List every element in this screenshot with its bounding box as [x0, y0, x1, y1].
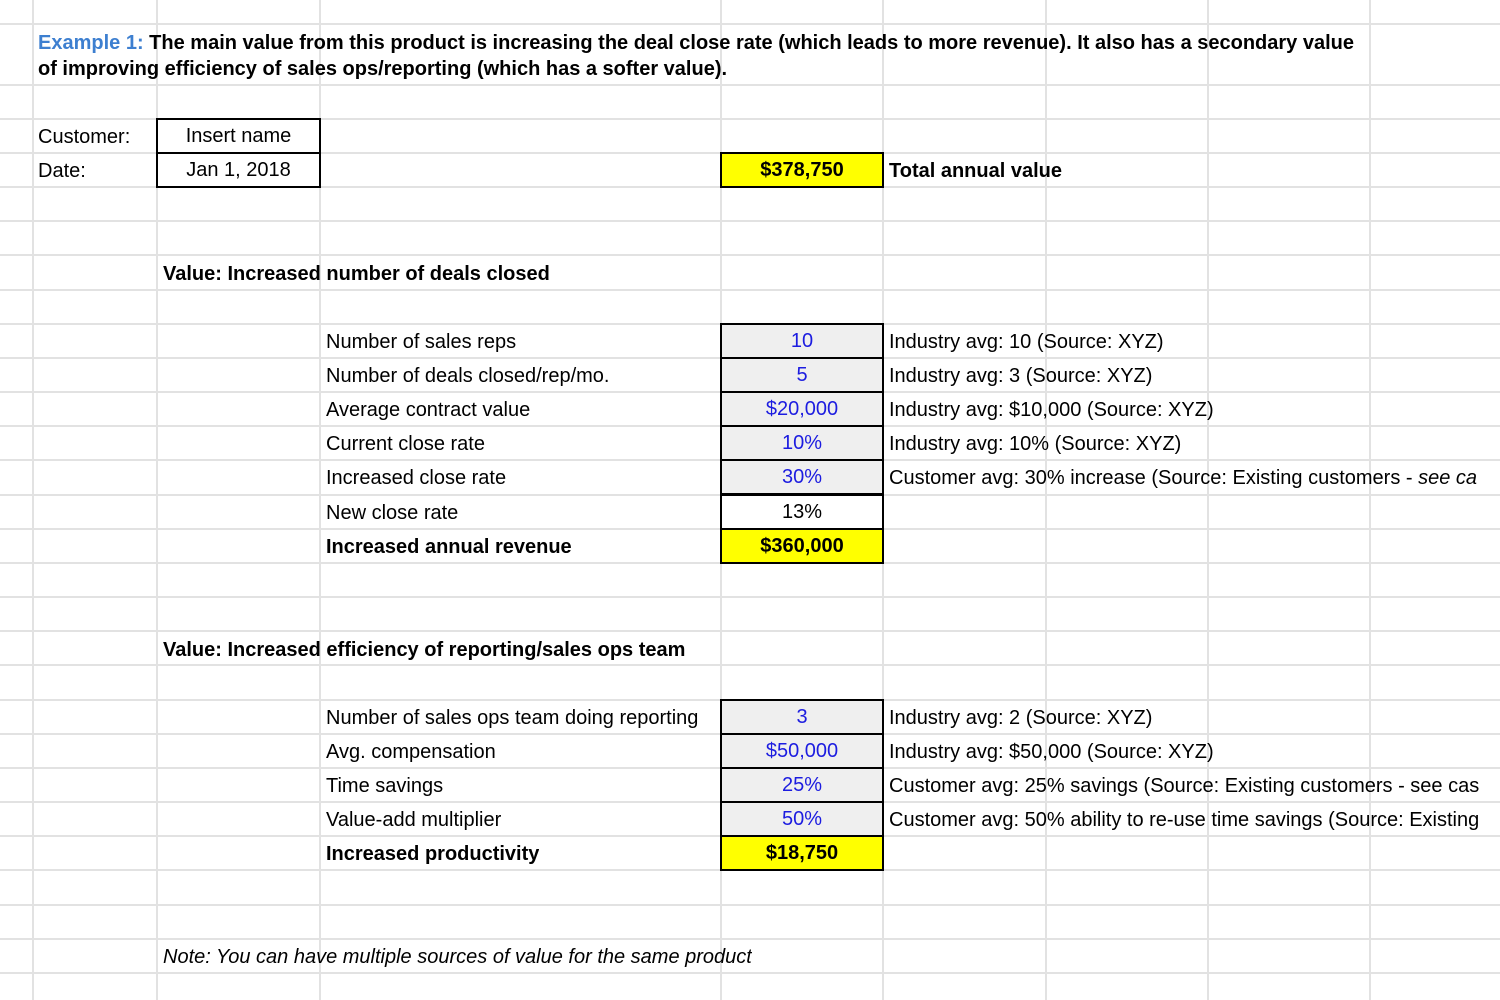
total-annual-value-cell[interactable]: $378,750 — [720, 152, 884, 188]
col-divider — [1369, 0, 1371, 1000]
row-note: Industry avg: 2 (Source: XYZ) — [889, 707, 1153, 729]
input-cell-value-add-multiplier[interactable]: 50% — [720, 801, 884, 837]
row-note: Industry avg: $50,000 (Source: XYZ) — [889, 741, 1214, 763]
row-label: Number of deals closed/rep/mo. — [326, 365, 610, 387]
col-divider — [1207, 0, 1209, 1000]
row-label: Time savings — [326, 775, 444, 797]
row-note: Industry avg: 10% (Source: XYZ) — [889, 433, 1182, 455]
row-label: Number of sales reps — [326, 331, 517, 353]
row-divider — [0, 596, 1500, 598]
row-label: Current close rate — [326, 433, 485, 455]
col-divider — [32, 0, 34, 1000]
row-label: Increased close rate — [326, 467, 507, 489]
row-label: Value-add multiplier — [326, 809, 502, 831]
row-divider — [0, 254, 1500, 256]
intro-text: The main value from this product is increasing the deal close rate (which leads to more revenue). It also has a secondary value of improving efficiency of sales ops/reporting (which has a softer value). — [38, 32, 1354, 80]
section2-title: Value: Increased efficiency of reporting/sales ops team — [163, 639, 686, 661]
input-cell-contract-value[interactable]: $20,000 — [720, 391, 884, 427]
increased-productivity-cell[interactable]: $18,750 — [720, 835, 884, 871]
row-divider — [0, 904, 1500, 906]
input-cell-time-savings[interactable]: 25% — [720, 767, 884, 803]
row-divider — [0, 84, 1500, 86]
col-divider — [1045, 0, 1047, 1000]
row-note: Customer avg: 25% savings (Source: Existing customers - see cas — [889, 775, 1480, 797]
input-cell-ops-team[interactable]: 3 — [720, 699, 884, 735]
input-cell-avg-compensation[interactable]: $50,000 — [720, 733, 884, 769]
input-cell-deals-closed[interactable]: 5 — [720, 357, 884, 393]
section1-total-label: Increased annual revenue — [326, 536, 572, 558]
increased-annual-revenue-cell[interactable]: $360,000 — [720, 528, 884, 564]
intro-cell[interactable] — [38, 30, 1368, 82]
row-label: New close rate — [326, 502, 459, 524]
section1-title: Value: Increased number of deals closed — [163, 263, 550, 285]
total-annual-value-label: Total annual value — [889, 160, 1062, 182]
customer-name-cell[interactable]: Insert name — [156, 118, 321, 154]
row-note: Industry avg: 10 (Source: XYZ) — [889, 331, 1164, 353]
date-cell[interactable]: Jan 1, 2018 — [156, 152, 321, 188]
row-note: Customer avg: 50% ability to re-use time savings (Source: Existing — [889, 809, 1480, 831]
row-label: Number of sales ops team doing reporting — [326, 707, 699, 729]
input-cell-sales-reps[interactable]: 10 — [720, 323, 884, 359]
row-label: Average contract value — [326, 399, 531, 421]
example-label: Example 1: — [38, 32, 144, 54]
section2-total-label: Increased productivity — [326, 843, 540, 865]
input-cell-increased-close-rate[interactable]: 30% — [720, 459, 884, 495]
row-note: Industry avg: $10,000 (Source: XYZ) — [889, 399, 1214, 421]
row-note-italic: see ca — [1418, 467, 1478, 489]
new-close-rate-cell[interactable]: 13% — [720, 494, 884, 530]
row-divider — [0, 220, 1500, 222]
customer-label: Customer: — [38, 126, 131, 148]
row-note-text: Customer avg: 30% increase (Source: Existing customers - — [889, 467, 1419, 489]
input-cell-current-close-rate[interactable]: 10% — [720, 425, 884, 461]
date-label: Date: — [38, 160, 86, 182]
row-divider — [0, 630, 1500, 632]
row-label: Avg. compensation — [326, 741, 496, 763]
row-note: Industry avg: 3 (Source: XYZ) — [889, 365, 1153, 387]
footer-note: Note: You can have multiple sources of value for the same product — [163, 946, 752, 968]
row-divider — [0, 23, 1500, 25]
row-note — [889, 461, 1500, 495]
